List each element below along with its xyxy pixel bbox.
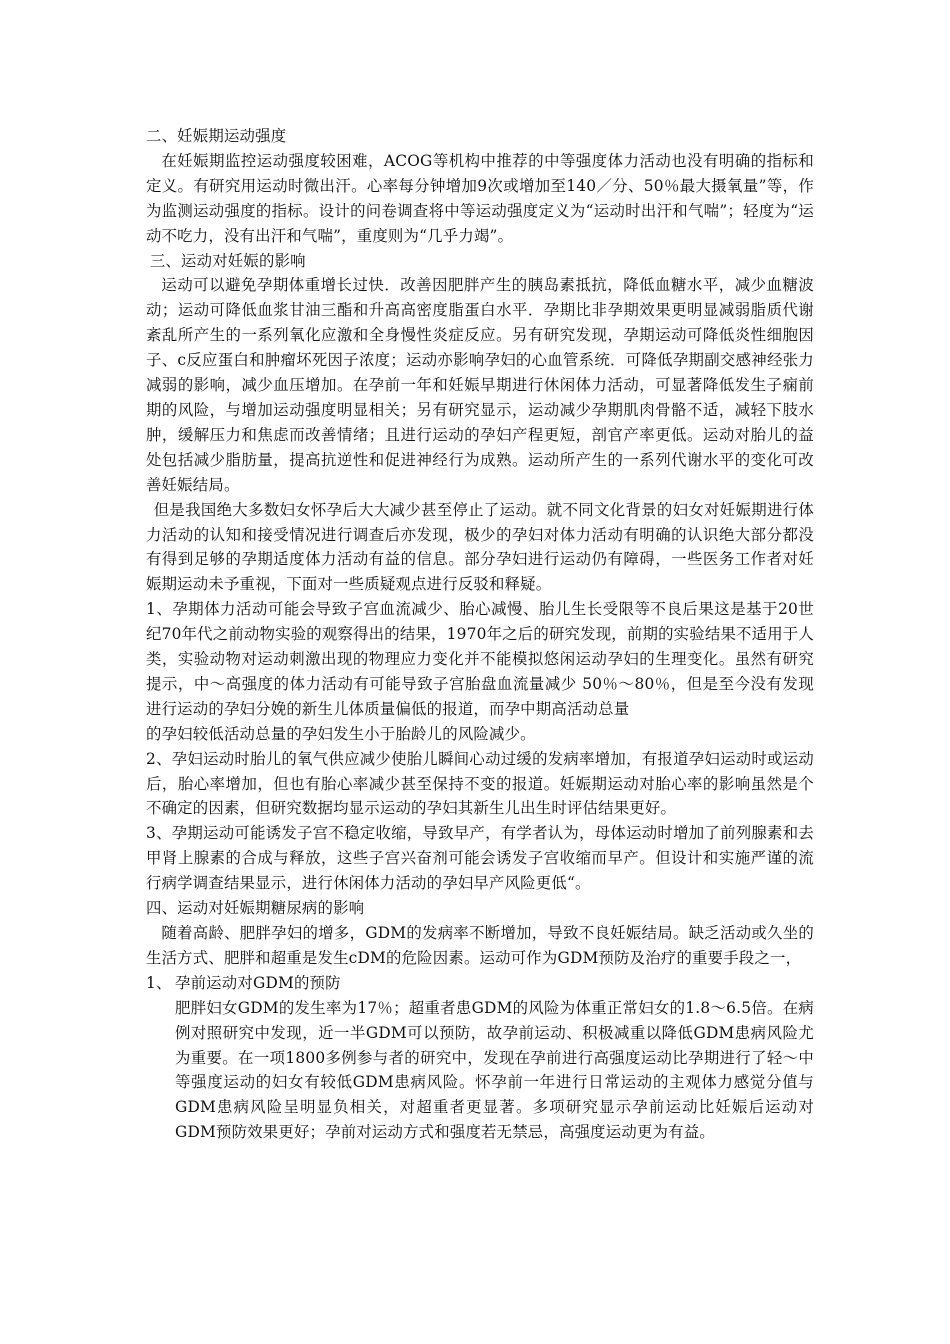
document-body — [146, 124, 814, 1145]
section-3-paragraph-1: 运动可以避免孕期体重增长过快．改善因肥胖产生的胰岛素抵抗，降低血糖水平，减少血糖波动；运动可降低血浆甘油三酯和升高高密度脂蛋白水平．孕期比非孕期效果更明显减弱脂质代谢紊乱所产生的一系列氧化应激和全身慢性炎症反应。另有研究发现，孕期运动可降低炎性细胞因子、c反应蛋白和肿瘤坏死因子浓度；运动亦影响孕妇的心血管系统．可降低孕期副交感神经张力减弱的影响，减少血压增加。在孕前一年和妊娠早期进行休闲体力活动，可显著降低发生子痫前期的风险，与增加运动强度明显相关；另有研究显示，运动减少孕期肌肉骨骼不适，减轻下肢水肿，缓解压力和焦虑而改善情绪；且进行运动的孕妇产程更短，剖官产率更低。运动对胎儿的益处包括减少脂肪量，提高抗逆性和促进神经行为成熟。运动所产生的一系列代谢水平的变化可改善妊娠结局。 — [146, 276, 814, 494]
section-3-point-1: 1、孕期体力活动可能会导致子宫血流减少、胎心减慢、胎儿生长受限等不良后果这是基于20世纪70年代之前动物实验的观察得出的结果，1970年之后的研究发现，前期的实验结果不适用于人类，实验动物对运动刺激出现的物理应力变化并不能模拟悠闲运动孕妇的生理变化。虽然有研究提示，中～高强度的体力活动有可能导致子宫胎盘血流量减少 50％～80％，但是至今没有发现进行运动的孕妇分娩的新生儿体质量偏低的报道，而孕中期高活动总量 — [146, 600, 814, 718]
section-4-item-1-heading — [146, 971, 814, 996]
section-3-point-3: 3、孕期运动可能诱发子宫不稳定收缩，导致早产，有学者认为，母体运动时增加了前列腺素和去甲肾上腺素的合成与释放，这些子宫兴奋剂可能会诱发子宫收缩而早产。但设计和实施严谨的流行病学调查结果显示，进行休闲体力活动的孕妇早产风险更低“。 — [146, 824, 814, 893]
section-4-paragraph: 随着高龄、肥胖孕妇的增多，GDM的发病率不断增加，导致不良妊娠结局。缺乏活动或久坐的生活方式、肥胖和超重是发生cDM的危险因素。运动可作为GDM预防及治疗的重要手段之一， — [146, 924, 814, 967]
section-2-heading: 二、妊娠期运动强度 — [146, 127, 287, 145]
item-number: 1、 — [146, 973, 172, 992]
item-title: 孕前运动对GDM的预防 — [175, 973, 341, 992]
section-3-point-1-continued: 的孕妇较低活动总量的孕妇发生小于胎龄儿的风险减少。 — [146, 724, 536, 743]
section-4-item-1-paragraph: 肥胖妇女GDM的发生率为17％；超重者患GDM的风险为体重正常妇女的1.8～6.5倍。在病例对照研究中发现，近一半GDM可以预防，故孕前运动、积极减重以降低GDM患病风险尤为重要。在一项1800多例参与者的研究中，发现在孕前进行高强度运动比孕期进行了轻～中等强度运动的妇女有较低GDM患病风险。怀孕前一年进行日常运动的主观体力感觉分值与GDM患病风险呈明显负相关，对超重者更显著。多项研究显示孕前运动比妊娠后运动对GDM预防效果更好；孕前对运动方式和强度若无禁忌，高强度运动更为有益。 — [175, 998, 814, 1142]
section-4-heading: 四、运动对妊娠期糖尿病的影响 — [146, 899, 365, 918]
section-3-point-2: 2、孕妇运动时胎儿的氧气供应减少使胎儿瞬间心动过缓的发病率增加，有报道孕妇运动时或运动后，胎心率增加，但也有胎心率减少甚至保持不变的报道。妊娠期运动对胎心率的影响虽然是个不确定的因素，但研究数据均显示运动的孕妇其新生儿出生时评估结果更好。 — [146, 749, 814, 818]
section-3-heading: 三、运动对妊娠的影响 — [149, 251, 306, 270]
section-3-paragraph-2: 但是我国绝大多数妇女怀孕后大大减少甚至停止了运动。就不同文化背景的妇女对妊娠期进行体力活动的认知和接受情况进行调查后亦发现，极少的孕妇对体力活动有明确的认识绝大部分都没有得到足够的孕期适度体力活动有益的信息。部分孕妇进行运动仍有障碍，一些医务工作者对妊娠期运动未予重视，下面对一些质疑观点进行反驳和释疑。 — [146, 500, 814, 594]
section-2-paragraph: 在妊娠期监控运动强度较困难，ACOG等机构中推荐的中等强度体力活动也没有明确的指标和定义。有研究用运动时微出汗。心率每分钟增加9次或增加至140／分、50％最大摄氧量”等，作为监测运动强度的指标。设计的问卷调查将中等运动强度定义为“运动时出汗和气喘”；轻度为“运动不吃力，没有出汗和气喘”，重度则为“几乎力竭”。 — [146, 151, 814, 245]
